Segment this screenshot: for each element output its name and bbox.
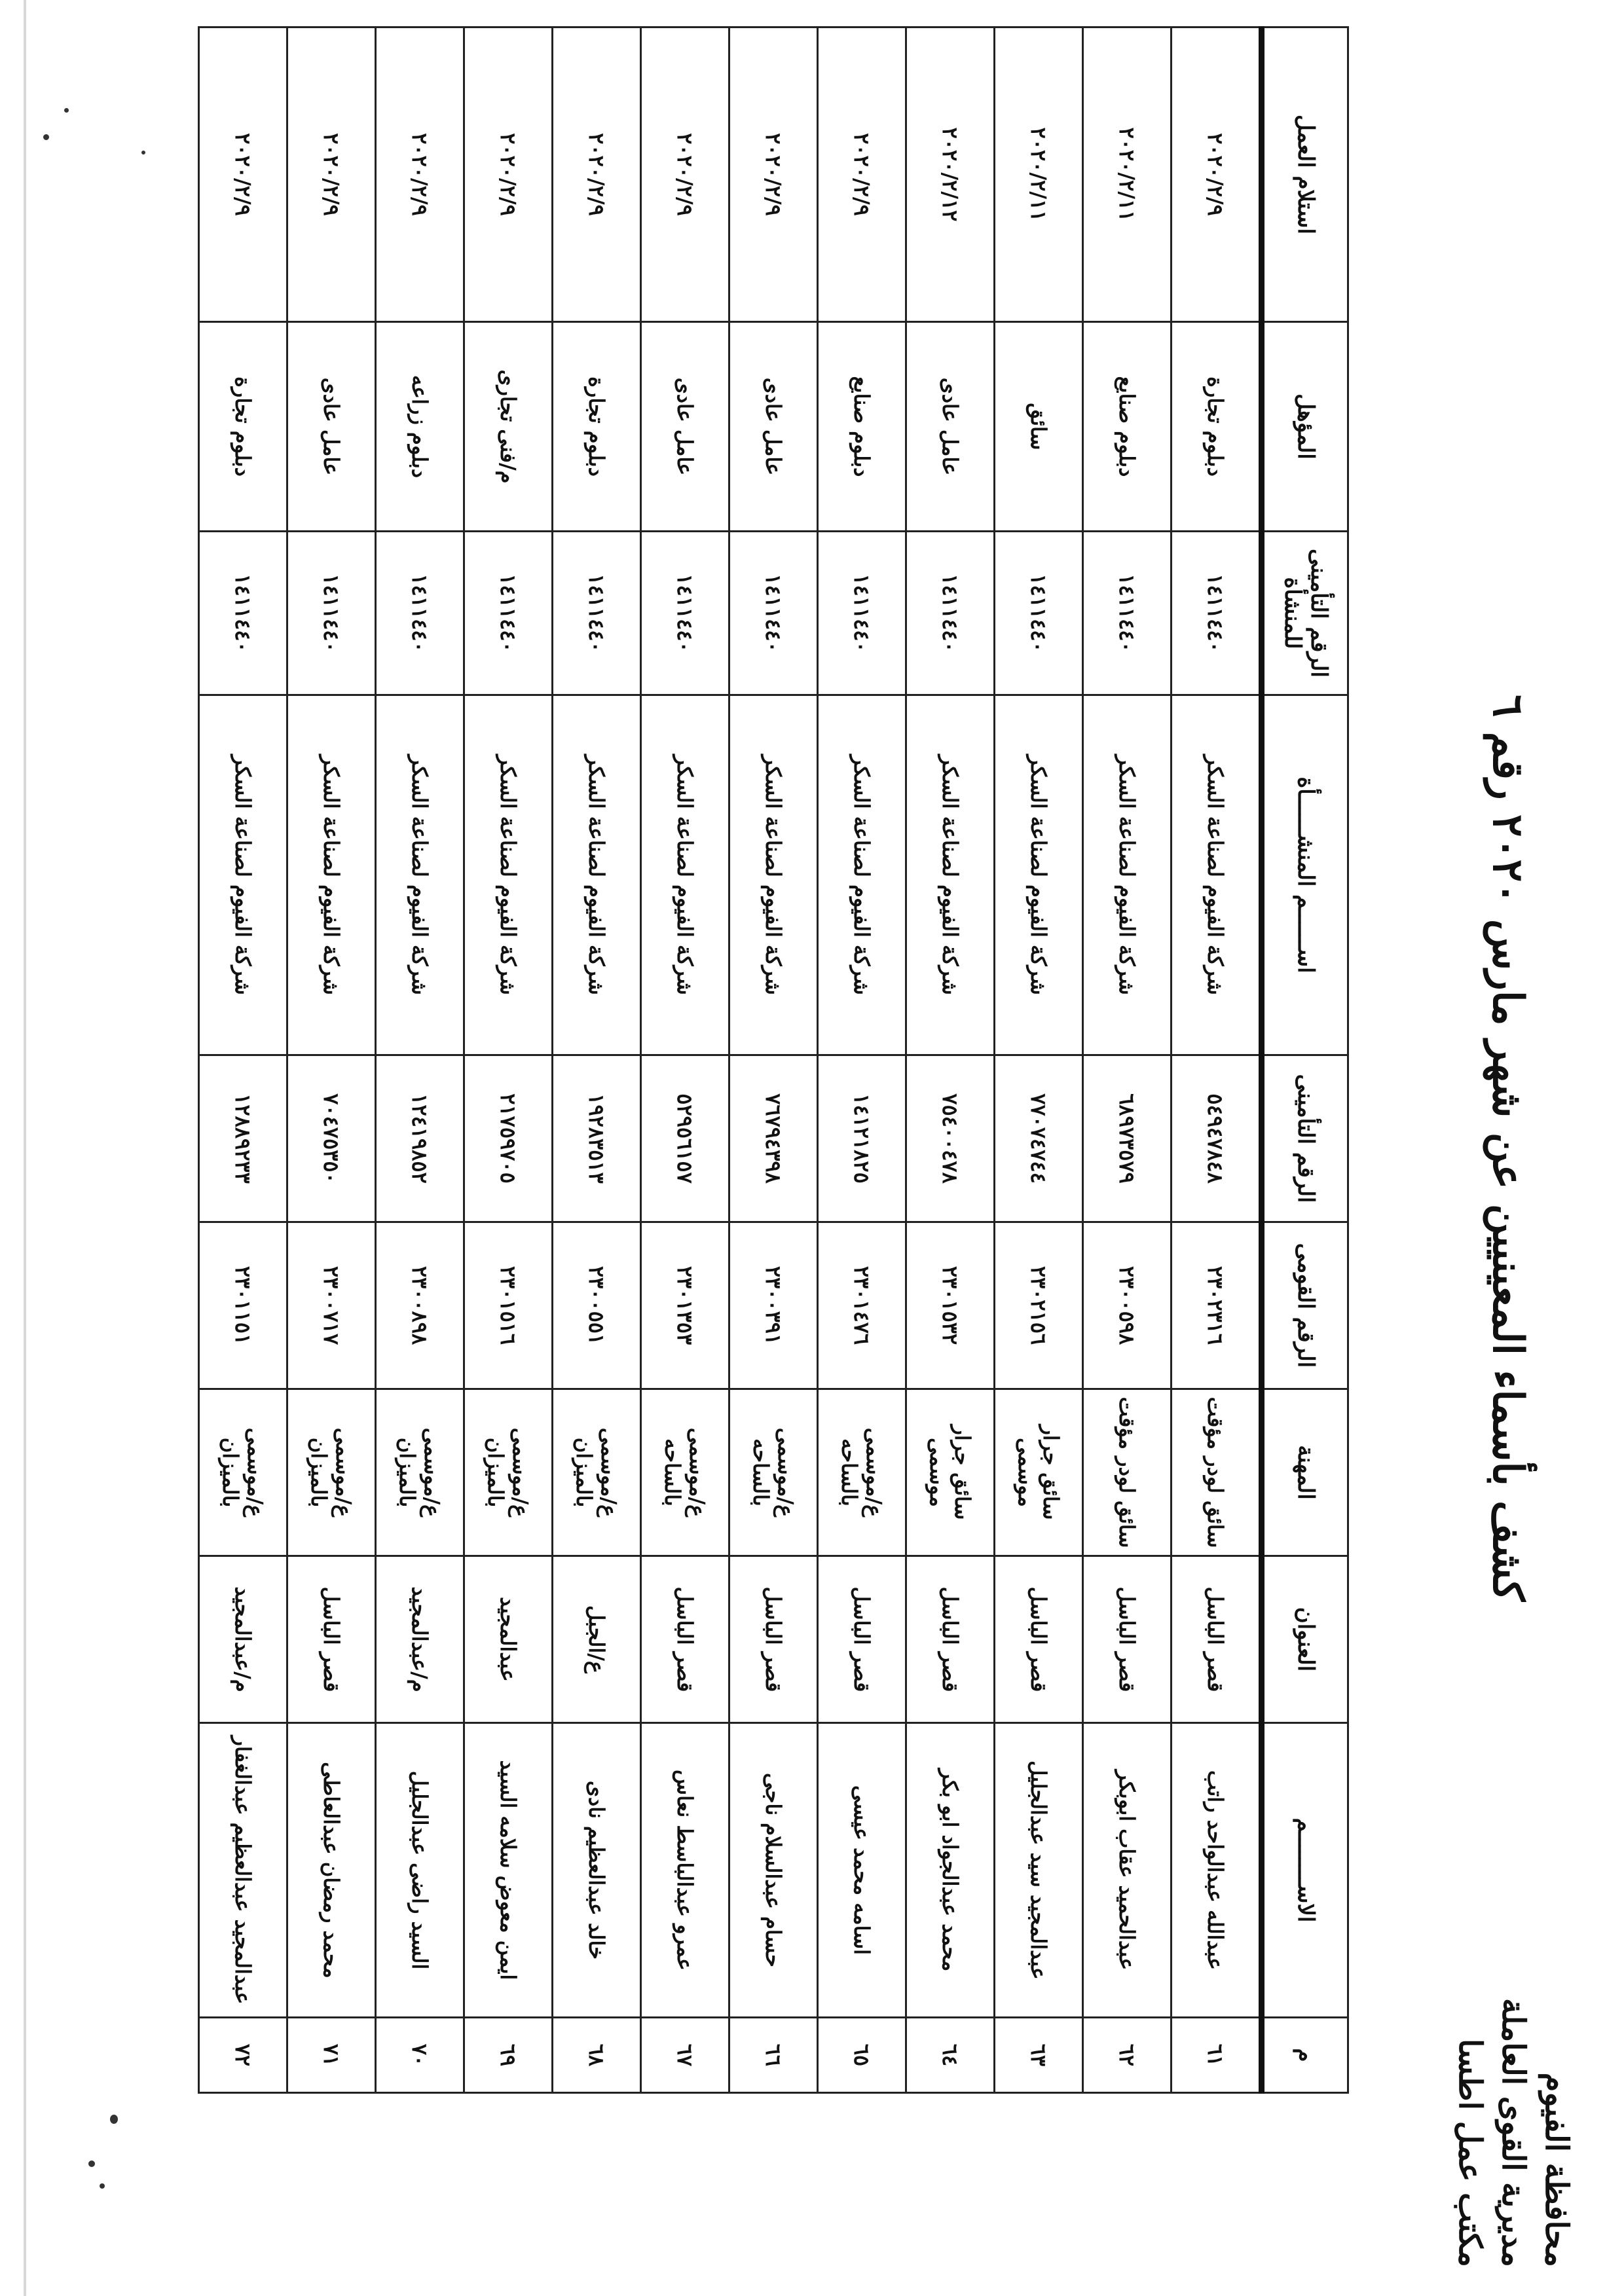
establishment-name-cell: شركة الفيوم لصناعة السكر	[641, 695, 729, 1055]
national-id-cell: ٢٣٠١٥١٦	[464, 1222, 553, 1389]
qualification-cell: عامل عادى	[641, 322, 729, 532]
establishment-name-cell: شركة الفيوم لصناعة السكر	[376, 695, 464, 1055]
insurance-number-cell: ٧٦٧٩٤٣٩٨	[729, 1055, 818, 1222]
insurance-number-cell: ٧٧٠٧٤٧٤٤	[995, 1055, 1083, 1222]
header-profession: المهنة	[1262, 1389, 1348, 1556]
qualification-cell: دبلوم صنايع	[818, 322, 906, 532]
table-row	[818, 27, 906, 2093]
scan-speck	[110, 2115, 118, 2124]
establishment-insurance-cell: ١٤١١٤٤٠	[1083, 532, 1172, 695]
employee-name-cell: عبدالله عبدالواحد راتب	[1172, 1723, 1262, 2018]
profession-cell: ع/موسمى بالميزان	[376, 1389, 464, 1556]
establishment-name-cell: شركة الفيوم لصناعة السكر	[906, 695, 995, 1055]
establishment-insurance-cell: ١٤١١٤٤٠	[818, 532, 906, 695]
insurance-number-cell: ١٢٨٨٩٢٣٣	[199, 1055, 287, 1222]
profession-cell: ع/موسمى بالميزان	[287, 1389, 376, 1556]
national-id-cell: ٢٣٠١١٥١	[199, 1222, 287, 1389]
table-row	[729, 27, 818, 2093]
start-date-cell: ٢٠٢٠/٢/٩	[818, 27, 906, 322]
profession-cell: ع/موسمى بالميزان	[553, 1389, 641, 1556]
table-row	[1083, 27, 1172, 2093]
profession-cell: ع/موسمى بالساحه	[729, 1389, 818, 1556]
establishment-insurance-cell: ١٤١١٤٤٠	[376, 532, 464, 695]
row-index-cell: ٦٢	[1083, 2018, 1172, 2093]
table-row	[287, 27, 376, 2093]
scan-speck	[43, 134, 49, 140]
table-row	[641, 27, 729, 2093]
start-date-cell: ٢٠٢٠/٢/٩	[729, 27, 818, 322]
profession-cell: سائق جرار موسمى	[995, 1389, 1083, 1556]
qualification-cell: سائق	[995, 322, 1083, 532]
employee-name-cell: عبدالمجيد عبدالعظيم عبدالغفار	[199, 1723, 287, 2018]
establishment-insurance-cell: ١٤١١٤٤٠	[464, 532, 553, 695]
office-line: مكتب عمل اطسا	[1452, 2039, 1488, 2267]
establishment-name-cell: شركة الفيوم لصناعة السكر	[995, 695, 1083, 1055]
address-cell: قصر الباسل	[818, 1556, 906, 1723]
profession-cell: ع/موسمى بالساحه	[818, 1389, 906, 1556]
profession-cell: سائق لودر مؤقت	[1172, 1389, 1262, 1556]
national-id-cell: ٢٣٠٠٨٩٨	[376, 1222, 464, 1389]
start-date-cell: ٢٠٢٠/٢/٩	[464, 27, 553, 322]
establishment-name-cell: شركة الفيوم لصناعة السكر	[464, 695, 553, 1055]
employee-name-cell: محمد عبدالجواد ابو بكر	[906, 1723, 995, 2018]
qualification-cell: دبلوم صنايع	[1083, 322, 1172, 532]
establishment-name-cell: شركة الفيوم لصناعة السكر	[729, 695, 818, 1055]
insurance-number-cell: ١٩٢٨٣٥١٣	[553, 1055, 641, 1222]
table-header-row	[1262, 27, 1348, 2093]
establishment-name-cell: شركة الفيوم لصناعة السكر	[818, 695, 906, 1055]
scan-speck	[88, 2160, 95, 2167]
address-cell: قصر الباسل	[1172, 1556, 1262, 1723]
row-index-cell: ٧٢	[199, 2018, 287, 2093]
header-establishment-insurance: الرقم التأمينى للمنشأة	[1262, 532, 1348, 695]
address-cell: م/عبدالمجيد	[376, 1556, 464, 1723]
profession-cell: ع/موسمى بالميزان	[199, 1389, 287, 1556]
start-date-cell: ٢٠٢٠/٢/١٢	[906, 27, 995, 322]
national-id-cell: ٢٣٠٠٥٩٨	[1083, 1222, 1172, 1389]
employee-name-cell: عبدالحميد عقاب ابوبكر	[1083, 1723, 1172, 2018]
table-row	[553, 27, 641, 2093]
table-row	[906, 27, 995, 2093]
insurance-number-cell: ٢١٧٥٩٧٠٥	[464, 1055, 553, 1222]
header-insurance-number: الرقم التأمينى	[1262, 1055, 1348, 1222]
table-row	[199, 27, 287, 2093]
insurance-number-cell: ٥٢٩٥٦١٥٧	[641, 1055, 729, 1222]
row-index-cell: ٦٤	[906, 2018, 995, 2093]
national-id-cell: ٢٣٠٠٣٩١	[729, 1222, 818, 1389]
address-cell: عبدالمجيد	[464, 1556, 553, 1723]
table-row	[464, 27, 553, 2093]
scan-edge-line	[24, 0, 26, 2296]
row-index-cell: ٦٨	[553, 2018, 641, 2093]
establishment-name-cell: شركة الفيوم لصناعة السكر	[1172, 695, 1262, 1055]
employee-name-cell: اسامه محمد عيسى	[818, 1723, 906, 2018]
establishment-insurance-cell: ١٤١١٤٤٠	[995, 532, 1083, 695]
header-name: الاســــــــم	[1262, 1723, 1348, 2018]
insurance-number-cell: ١٤١٢١٨٢٥	[818, 1055, 906, 1222]
header-start-date: استلام العمل	[1262, 27, 1348, 322]
row-index-cell: ٦٣	[995, 2018, 1083, 2093]
insurance-number-cell: ٧٥٤٠٠٤٧٨	[906, 1055, 995, 1222]
address-cell: قصر الباسل	[641, 1556, 729, 1723]
employee-name-cell: ايمن معوض سلامه السيد	[464, 1723, 553, 2018]
national-id-cell: ٢٣٠١٥٣٢	[906, 1222, 995, 1389]
header-address: العنوان	[1262, 1556, 1348, 1723]
start-date-cell: ٢٠٢٠/٢/١١	[995, 27, 1083, 322]
header-index: م	[1262, 2018, 1348, 2093]
scan-speck	[141, 151, 145, 155]
profession-cell: ع/موسمى بالميزان	[464, 1389, 553, 1556]
directorate-line: مديرية القوى العاملة	[1495, 1998, 1532, 2267]
employee-name-cell: عمرو عبدالباسط نعاس	[641, 1723, 729, 2018]
employee-name-cell: عبدالمجيد سيد عبدالجليل	[995, 1723, 1083, 2018]
address-cell: قصر الباسل	[1083, 1556, 1172, 1723]
header-qualification: المؤهل	[1262, 322, 1348, 532]
qualification-cell: عامل عادى	[906, 322, 995, 532]
national-id-cell: ٢٣٠١٤٧٦	[818, 1222, 906, 1389]
address-cell: قصر الباسل	[287, 1556, 376, 1723]
establishment-insurance-cell: ١٤١١٤٤٠	[729, 532, 818, 695]
address-cell: قصر الباسل	[906, 1556, 995, 1723]
employee-name-cell: خالد عبدالعظيم نادى	[553, 1723, 641, 2018]
qualification-cell: م/فنى تجارى	[464, 322, 553, 532]
qualification-cell: دبلوم تجارة	[199, 322, 287, 532]
table-row	[376, 27, 464, 2093]
establishment-name-cell: شركة الفيوم لصناعة السكر	[553, 695, 641, 1055]
start-date-cell: ٢٠٢٠/٢/٩	[287, 27, 376, 322]
employee-name-cell: السيد راضى عبدالجليل	[376, 1723, 464, 2018]
start-date-cell: ٢٠٢٠/٢/٩	[641, 27, 729, 322]
start-date-cell: ٢٠٢٠/٢/٩	[1172, 27, 1262, 322]
insurance-number-cell: ٦٨٩٧٣٥٧٩	[1083, 1055, 1172, 1222]
address-cell: ع/الجبل	[553, 1556, 641, 1723]
profession-cell: سائق جرار موسمى	[906, 1389, 995, 1556]
scan-speck	[64, 108, 69, 113]
row-index-cell: ٧٠	[376, 2018, 464, 2093]
insurance-number-cell: ٥٤٩٤٧٨٤٨	[1172, 1055, 1262, 1222]
establishment-insurance-cell: ١٤١١٤٤٠	[906, 532, 995, 695]
document-title: كشف بأسماء المعينيين عن شهر مارس ٢٠٢٠ رقم ٦	[1483, 695, 1532, 1601]
address-cell: قصر الباسل	[995, 1556, 1083, 1723]
employee-name-cell: محمد رمضان عبدالعاطى	[287, 1723, 376, 2018]
qualification-cell: عامل عادى	[729, 322, 818, 532]
address-cell: م/عبدالمجيد	[199, 1556, 287, 1723]
row-index-cell: ٦٩	[464, 2018, 553, 2093]
establishment-insurance-cell: ١٤١١٤٤٠	[287, 532, 376, 695]
profession-cell: سائق لودر مؤقت	[1083, 1389, 1172, 1556]
insurance-number-cell: ٧٠٤٧٥٣٥٠	[287, 1055, 376, 1222]
establishment-insurance-cell: ١٤١١٤٤٠	[1172, 532, 1262, 695]
qualification-cell: دبلوم تجارة	[1172, 322, 1262, 532]
qualification-cell: دبلوم تجارة	[553, 322, 641, 532]
row-index-cell: ٦٦	[729, 2018, 818, 2093]
row-index-cell: ٦٧	[641, 2018, 729, 2093]
qualification-cell: عامل عادى	[287, 322, 376, 532]
insurance-number-cell: ١٢٤١٩٨٥٢	[376, 1055, 464, 1222]
header-establishment-name: اســــــم المنشــــــأة	[1262, 695, 1348, 1055]
start-date-cell: ٢٠٢٠/٢/٩	[553, 27, 641, 322]
establishment-name-cell: شركة الفيوم لصناعة السكر	[199, 695, 287, 1055]
establishment-insurance-cell: ١٤١١٤٤٠	[641, 532, 729, 695]
governorate-line: محافظة الفيوم	[1538, 2072, 1575, 2267]
profession-cell: ع/موسمى بالساحه	[641, 1389, 729, 1556]
establishment-name-cell: شركة الفيوم لصناعة السكر	[1083, 695, 1172, 1055]
scan-speck	[100, 2183, 105, 2189]
start-date-cell: ٢٠٢٠/٢/٩	[199, 27, 287, 322]
national-id-cell: ٢٣٠٢٣١٦	[1172, 1222, 1262, 1389]
appointees-table	[198, 26, 1349, 2094]
start-date-cell: ٢٠٢٠/٢/٩	[376, 27, 464, 322]
row-index-cell: ٦٥	[818, 2018, 906, 2093]
start-date-cell: ٢٠٢٠/٢/١١	[1083, 27, 1172, 322]
row-index-cell: ٧١	[287, 2018, 376, 2093]
establishment-insurance-cell: ١٤١١٤٤٠	[199, 532, 287, 695]
establishment-insurance-cell: ١٤١١٤٤٠	[553, 532, 641, 695]
table-row	[1172, 27, 1262, 2093]
qualification-cell: دبلوم زراعه	[376, 322, 464, 532]
address-cell: قصر الباسل	[729, 1556, 818, 1723]
header-national-id: الرقم القومى	[1262, 1222, 1348, 1389]
national-id-cell: ٢٣٠٠٧١٧	[287, 1222, 376, 1389]
national-id-cell: ٢٣٠١٣٥٣	[641, 1222, 729, 1389]
table-row	[995, 27, 1083, 2093]
establishment-name-cell: شركة الفيوم لصناعة السكر	[287, 695, 376, 1055]
national-id-cell: ٢٣٠٠٥٥١	[553, 1222, 641, 1389]
row-index-cell: ٦١	[1172, 2018, 1262, 2093]
national-id-cell: ٢٣٠٢١٥٦	[995, 1222, 1083, 1389]
employee-name-cell: حسام عبدالسلام ناجى	[729, 1723, 818, 2018]
